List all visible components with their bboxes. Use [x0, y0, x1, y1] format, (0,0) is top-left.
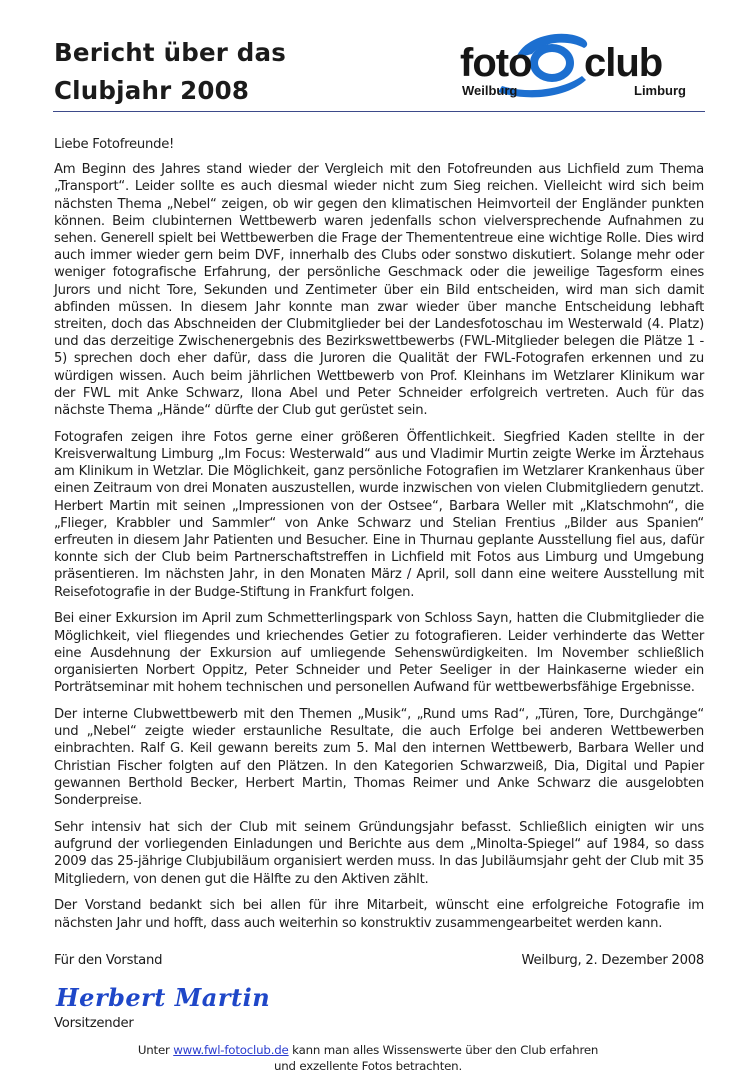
letter-greeting: Liebe Fotofreunde!	[54, 137, 175, 152]
paragraph-6: Der Vorstand bedankt sich bei allen für ihre Mitarbeit, wünscht eine erfolgreiche Fotografie im nächsten Jahr und hofft, dass auch weiterhin so konstruktiv zusammengearbeitet werden kann.	[54, 898, 704, 931]
header-divider	[53, 111, 705, 112]
svg-text:Herbert Martin: Herbert Martin	[56, 983, 271, 1012]
fotoclub-logo-graphic	[458, 28, 698, 100]
closing-for-board: Für den Vorstand	[54, 953, 163, 968]
paragraph-4: Der interne Clubwettbewerb mit den Themen „Musik“, „Rund ums Rad“, „Türen, Tore, Durchgänge“ und „Nebel“ zeigte wieder erstaunliche Resultate, die auch Erfolge bei anderen Wettbewerben einbrachten. Ralf G. Keil gewann bereits zum 5. Mal den internen Wettbewerb, Barbara Weller und Christian Fischer folgten auf den Plätzen. In den Kategorien Schwarzweiß, Dia, Digital und Papier gewannen Berthold Becker, Herbert Martin, Thomas Reimer und Anke Schwarz die ausgelobten Sonderpreise.	[54, 707, 704, 809]
logo-ring	[534, 48, 570, 78]
letter-body	[54, 136, 704, 941]
closing-row	[54, 953, 704, 971]
title-line-1: Bericht über das	[54, 38, 287, 67]
logo-city-limburg: Limburg	[634, 83, 686, 98]
signer-role: Vorsitzender	[54, 1016, 134, 1031]
footer-line-2: und exzellente Fotos betrachten.	[273, 1058, 463, 1073]
paragraph-5: Sehr intensiv hat sich der Club mit seinem Gründungsjahr befasst. Schließlich einigten wir uns aufgrund der vorliegenden Einladungen und Berichte aus dem „Minolta-Spiegel“ auf 1984, so dass 2009 das 25-jährige Clubjubiläum organisiert werden muss. In das Jubiläumsjahr geht der Club mit 35 Mitgliedern, von denen gut die Hälfte zu den Aktiven zählt.	[54, 819, 704, 887]
signature-graphic	[54, 980, 294, 1014]
footer-line-1	[80, 1043, 656, 1059]
logo-word-club: club	[584, 41, 663, 85]
paragraph-3: Bei einer Exkursion im April zum Schmetterlingspark von Schloss Sayn, hatten die Clubmitglieder die Möglichkeit, viel fliegendes und kriechendes Getier zu fotografieren. Leider verhinderte das Wetter eine Ausdehnung der Exkursion auf umliegende Sehenswürdigkeiten. Im November schließlich organisierten Norbert Oppitz, Peter Schneider und Peter Seeliger in der Hainkaserne wieder ein Porträtseminar mit hohem technischen und personellen Aufwand für wettbewerbsfähige Ergebnisse.	[54, 611, 704, 696]
footer-prefix: Unter	[137, 1043, 174, 1057]
fotoclub-logo	[458, 28, 698, 100]
logo-city-weilburg: Weilburg	[462, 83, 518, 98]
footer-suffix: kann man alles Wissenswerte über den Club erfahren	[288, 1043, 599, 1057]
logo-word-foto: foto	[460, 41, 532, 85]
place-and-date: Weilburg, 2. Dezember 2008	[521, 953, 704, 968]
page-footer	[80, 1043, 656, 1074]
club-website-link[interactable]: www.fwl-fotoclub.de	[173, 1043, 289, 1057]
handwritten-signature	[54, 980, 294, 1014]
paragraph-2: Fotografen zeigen ihre Fotos gerne einer größeren Öffentlichkeit. Siegfried Kaden stellte in der Kreisverwaltung Limburg „Im Focus: Westerwald“ aus und Vladimir Murtin zeigte Werke im Ärztehaus am Klinikum in Wetzlar. Die Möglichkeit, ganz persönliche Fotografien im Wetzlarer Krankenhaus über einen Zeitraum von drei Monaten auszustellen, wurde inzwischen von vielen Clubmitgliedern genutzt. Herbert Martin mit seinen „Impressionen von der Ostsee“, Barbara Weller mit „Klatschmohn“, die „Flieger, Krabbler und Sammler“ von Anke Schwarz und Stelian Frentius „Bilder aus Spanien“ erfreuten in diesem Jahr Patienten und Besucher. Eine in Thurnau geplante Ausstellung fiel aus, dafür konnte sich der Club beim Partnerschaftstreffen in Lichfield mit Fotos aus Limburg und Umgebung präsentieren. Im nächsten Jahr, in den Monaten März / April, soll dann eine weitere Ausstellung mit Reisefotografie in der Budge-Stiftung in Frankfurt folgen.	[54, 429, 704, 600]
paragraph-1: Am Beginn des Jahres stand wieder der Vergleich mit den Fotofreunden aus Lichfield zum Thema „Transport“. Leider sollte es auch diesmal wieder nicht zum Sieg reichen. Vielleicht wird sich beim nächsten Thema „Nebel“ zeigen, ob wir gegen den klimatischen Heimvorteil der Engländer punkten können. Beim clubinternen Wettbewerb waren jedenfalls schon vielversprechende Aufnahmen zu sehen. Generell spielt bei Wettbewerben die Frage der Themententreue eine wichtige Rolle. Dies wird auch immer wieder gern beim DVF, innerhalb des Clubs oder sonstwo diskutiert. Solange mehr oder weniger fotografische Erfahrung, der persönliche Geschmack oder die jeweilige Tagesform eines Jurors und nicht Tore, Sekunden und Zentimeter über ein Bild entscheiden, wird man sich damit abfinden müssen. In diesem Jahr konnte man zwar wieder über manche Entscheidung lebhaft streiten, doch das Abschneiden der Clubmitglieder bei der Landesfotoschau im Westerwald (4. Platz) und das derzeitige Zwischenergebnis des Bezirkswettbewerbs (FWL-Mitglieder belegen die Plätze 1 - 5) sprechen doch eher dafür, dass die Juroren die Qualität der FWL-Fotografen erkennen und zu würdigen wissen. Auch beim jährlichen Wettbewerb von Prof. Kleinhans im Wetzlarer Klinikum war der FWL mit Anke Schwarz, Ilona Abel und Peter Schneider erfolgreich vertreten. Auch für das nächste Thema „Hände“ dürfte der Club gut gerüstet sein.	[54, 162, 704, 419]
page-header	[0, 0, 736, 116]
title-line-2: Clubjahr 2008	[54, 76, 250, 105]
page-title	[54, 34, 414, 110]
